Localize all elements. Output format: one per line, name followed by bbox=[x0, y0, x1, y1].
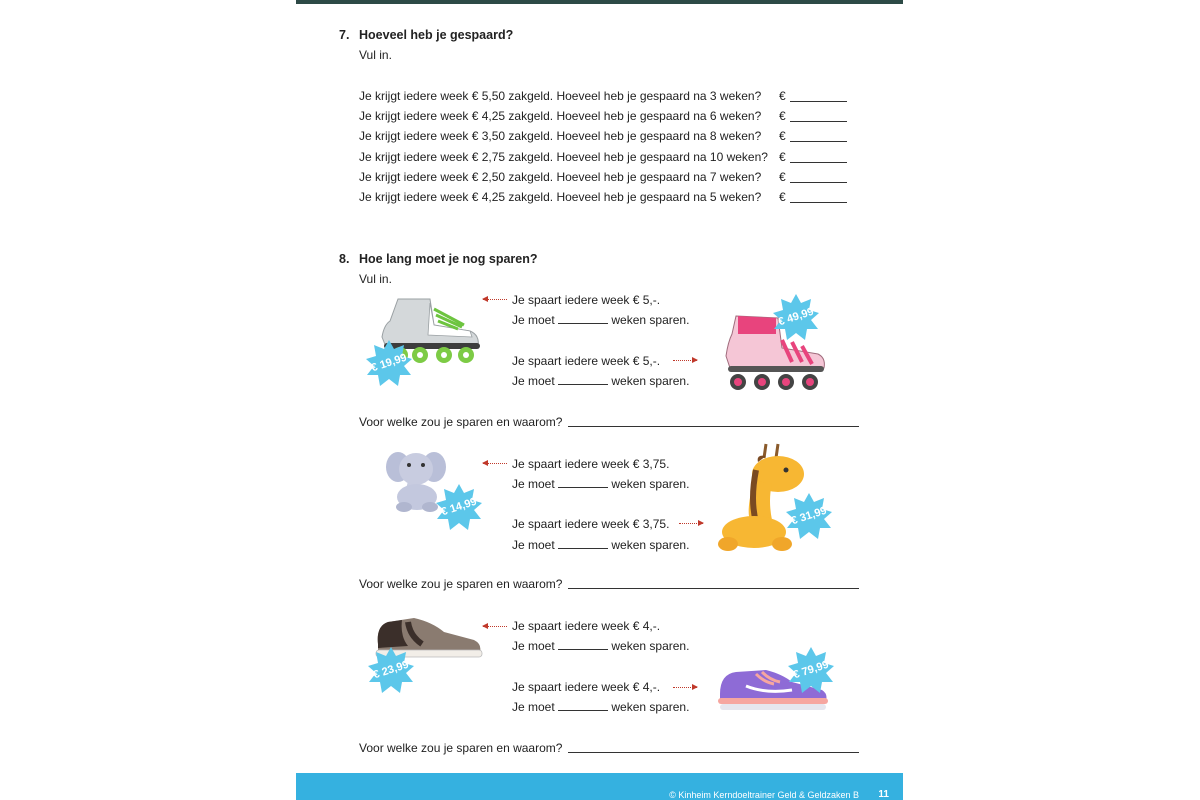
savings-rate-text: Je spaart iedere week € 3,75. bbox=[512, 517, 670, 531]
price-badge bbox=[368, 647, 414, 693]
price-badge bbox=[773, 294, 819, 340]
q7-row-text: Je krijgt iedere week € 2,75 zakgeld. Hoeveel heb je gespaard na 10 weken? bbox=[359, 150, 768, 164]
choice-question: Voor welke zou je sparen en waarom? bbox=[359, 741, 563, 755]
price-label: € 23,99 bbox=[371, 658, 411, 682]
price-label: € 19,99 bbox=[369, 351, 409, 375]
choice-question: Voor welke zou je sparen en waarom? bbox=[359, 415, 563, 429]
answer-field[interactable] bbox=[790, 121, 847, 122]
je-moet-label: Je moet bbox=[512, 374, 555, 388]
price-badge bbox=[786, 493, 832, 539]
currency-label: € bbox=[779, 89, 786, 103]
price-label: € 31,99 bbox=[789, 504, 829, 528]
currency-label: € bbox=[779, 190, 786, 204]
q7-row-text: Je krijgt iedere week € 4,25 zakgeld. Hoeveel heb je gespaard na 6 weken? bbox=[359, 109, 762, 123]
weken-label: weken sparen. bbox=[611, 700, 690, 714]
arrow-right-icon bbox=[673, 360, 697, 361]
answer-field[interactable] bbox=[790, 202, 847, 203]
q7-row-text: Je krijgt iedere week € 3,50 zakgeld. Hoeveel heb je gespaard na 8 weken? bbox=[359, 129, 762, 143]
price-badge bbox=[788, 647, 834, 693]
je-moet-label: Je moet bbox=[512, 538, 555, 552]
footer-copyright: © Kinheim Kerndoeltrainer Geld & Geldzaken B bbox=[669, 790, 859, 800]
price-label: € 79,99 bbox=[791, 658, 831, 682]
q7-title: Hoeveel heb je gespaard? bbox=[359, 28, 514, 42]
savings-rate-text: Je spaart iedere week € 4,-. bbox=[512, 619, 661, 633]
weken-label: weken sparen. bbox=[611, 538, 690, 552]
currency-label: € bbox=[779, 129, 786, 143]
weken-label: weken sparen. bbox=[611, 313, 690, 327]
choice-answer-field[interactable] bbox=[568, 752, 859, 753]
choice-answer-field[interactable] bbox=[568, 588, 859, 589]
arrow-left-icon bbox=[483, 626, 507, 627]
price-badge bbox=[366, 340, 412, 386]
currency-label: € bbox=[779, 170, 786, 184]
weeks-answer-field[interactable] bbox=[558, 477, 608, 488]
q8-title: Hoe lang moet je nog sparen? bbox=[359, 252, 538, 266]
arrow-right-icon bbox=[673, 687, 697, 688]
page-number: 11 bbox=[878, 789, 889, 800]
q8-number: 8. bbox=[339, 252, 350, 266]
weeks-answer-field[interactable] bbox=[558, 538, 608, 549]
choice-question: Voor welke zou je sparen en waarom? bbox=[359, 577, 563, 591]
q7-row-text: Je krijgt iedere week € 2,50 zakgeld. Hoeveel heb je gespaard na 7 weken? bbox=[359, 170, 762, 184]
weken-label: weken sparen. bbox=[611, 477, 690, 491]
answer-field[interactable] bbox=[790, 162, 847, 163]
savings-rate-text: Je spaart iedere week € 3,75. bbox=[512, 457, 670, 471]
answer-field[interactable] bbox=[790, 101, 847, 102]
je-moet-label: Je moet bbox=[512, 700, 555, 714]
weken-label: weken sparen. bbox=[611, 639, 690, 653]
arrow-left-icon bbox=[483, 463, 507, 464]
weeks-answer-field[interactable] bbox=[558, 639, 608, 650]
weken-label: weken sparen. bbox=[611, 374, 690, 388]
q7-row-text: Je krijgt iedere week € 4,25 zakgeld. Hoeveel heb je gespaard na 5 weken? bbox=[359, 190, 762, 204]
currency-label: € bbox=[779, 109, 786, 123]
weeks-answer-field[interactable] bbox=[558, 374, 608, 385]
q7-row-text: Je krijgt iedere week € 5,50 zakgeld. Hoeveel heb je gespaard na 3 weken? bbox=[359, 89, 762, 103]
worksheet-page bbox=[296, 0, 903, 800]
currency-label: € bbox=[779, 150, 786, 164]
savings-rate-text: Je spaart iedere week € 5,-. bbox=[512, 293, 661, 307]
q7-instruction: Vul in. bbox=[359, 48, 392, 62]
arrow-right-icon bbox=[679, 523, 703, 524]
je-moet-label: Je moet bbox=[512, 313, 555, 327]
answer-field[interactable] bbox=[790, 141, 847, 142]
q7-number: 7. bbox=[339, 28, 350, 42]
savings-rate-text: Je spaart iedere week € 5,-. bbox=[512, 354, 661, 368]
savings-rate-text: Je spaart iedere week € 4,-. bbox=[512, 680, 661, 694]
price-badge bbox=[436, 484, 482, 530]
price-label: € 49,99 bbox=[776, 305, 816, 329]
q8-instruction: Vul in. bbox=[359, 272, 392, 286]
top-bar bbox=[296, 0, 903, 4]
je-moet-label: Je moet bbox=[512, 477, 555, 491]
je-moet-label: Je moet bbox=[512, 639, 555, 653]
weeks-answer-field[interactable] bbox=[558, 700, 608, 711]
choice-answer-field[interactable] bbox=[568, 426, 859, 427]
arrow-left-icon bbox=[483, 299, 507, 300]
price-label: € 14,99 bbox=[439, 495, 479, 519]
page-footer bbox=[296, 773, 903, 800]
weeks-answer-field[interactable] bbox=[558, 313, 608, 324]
answer-field[interactable] bbox=[790, 182, 847, 183]
